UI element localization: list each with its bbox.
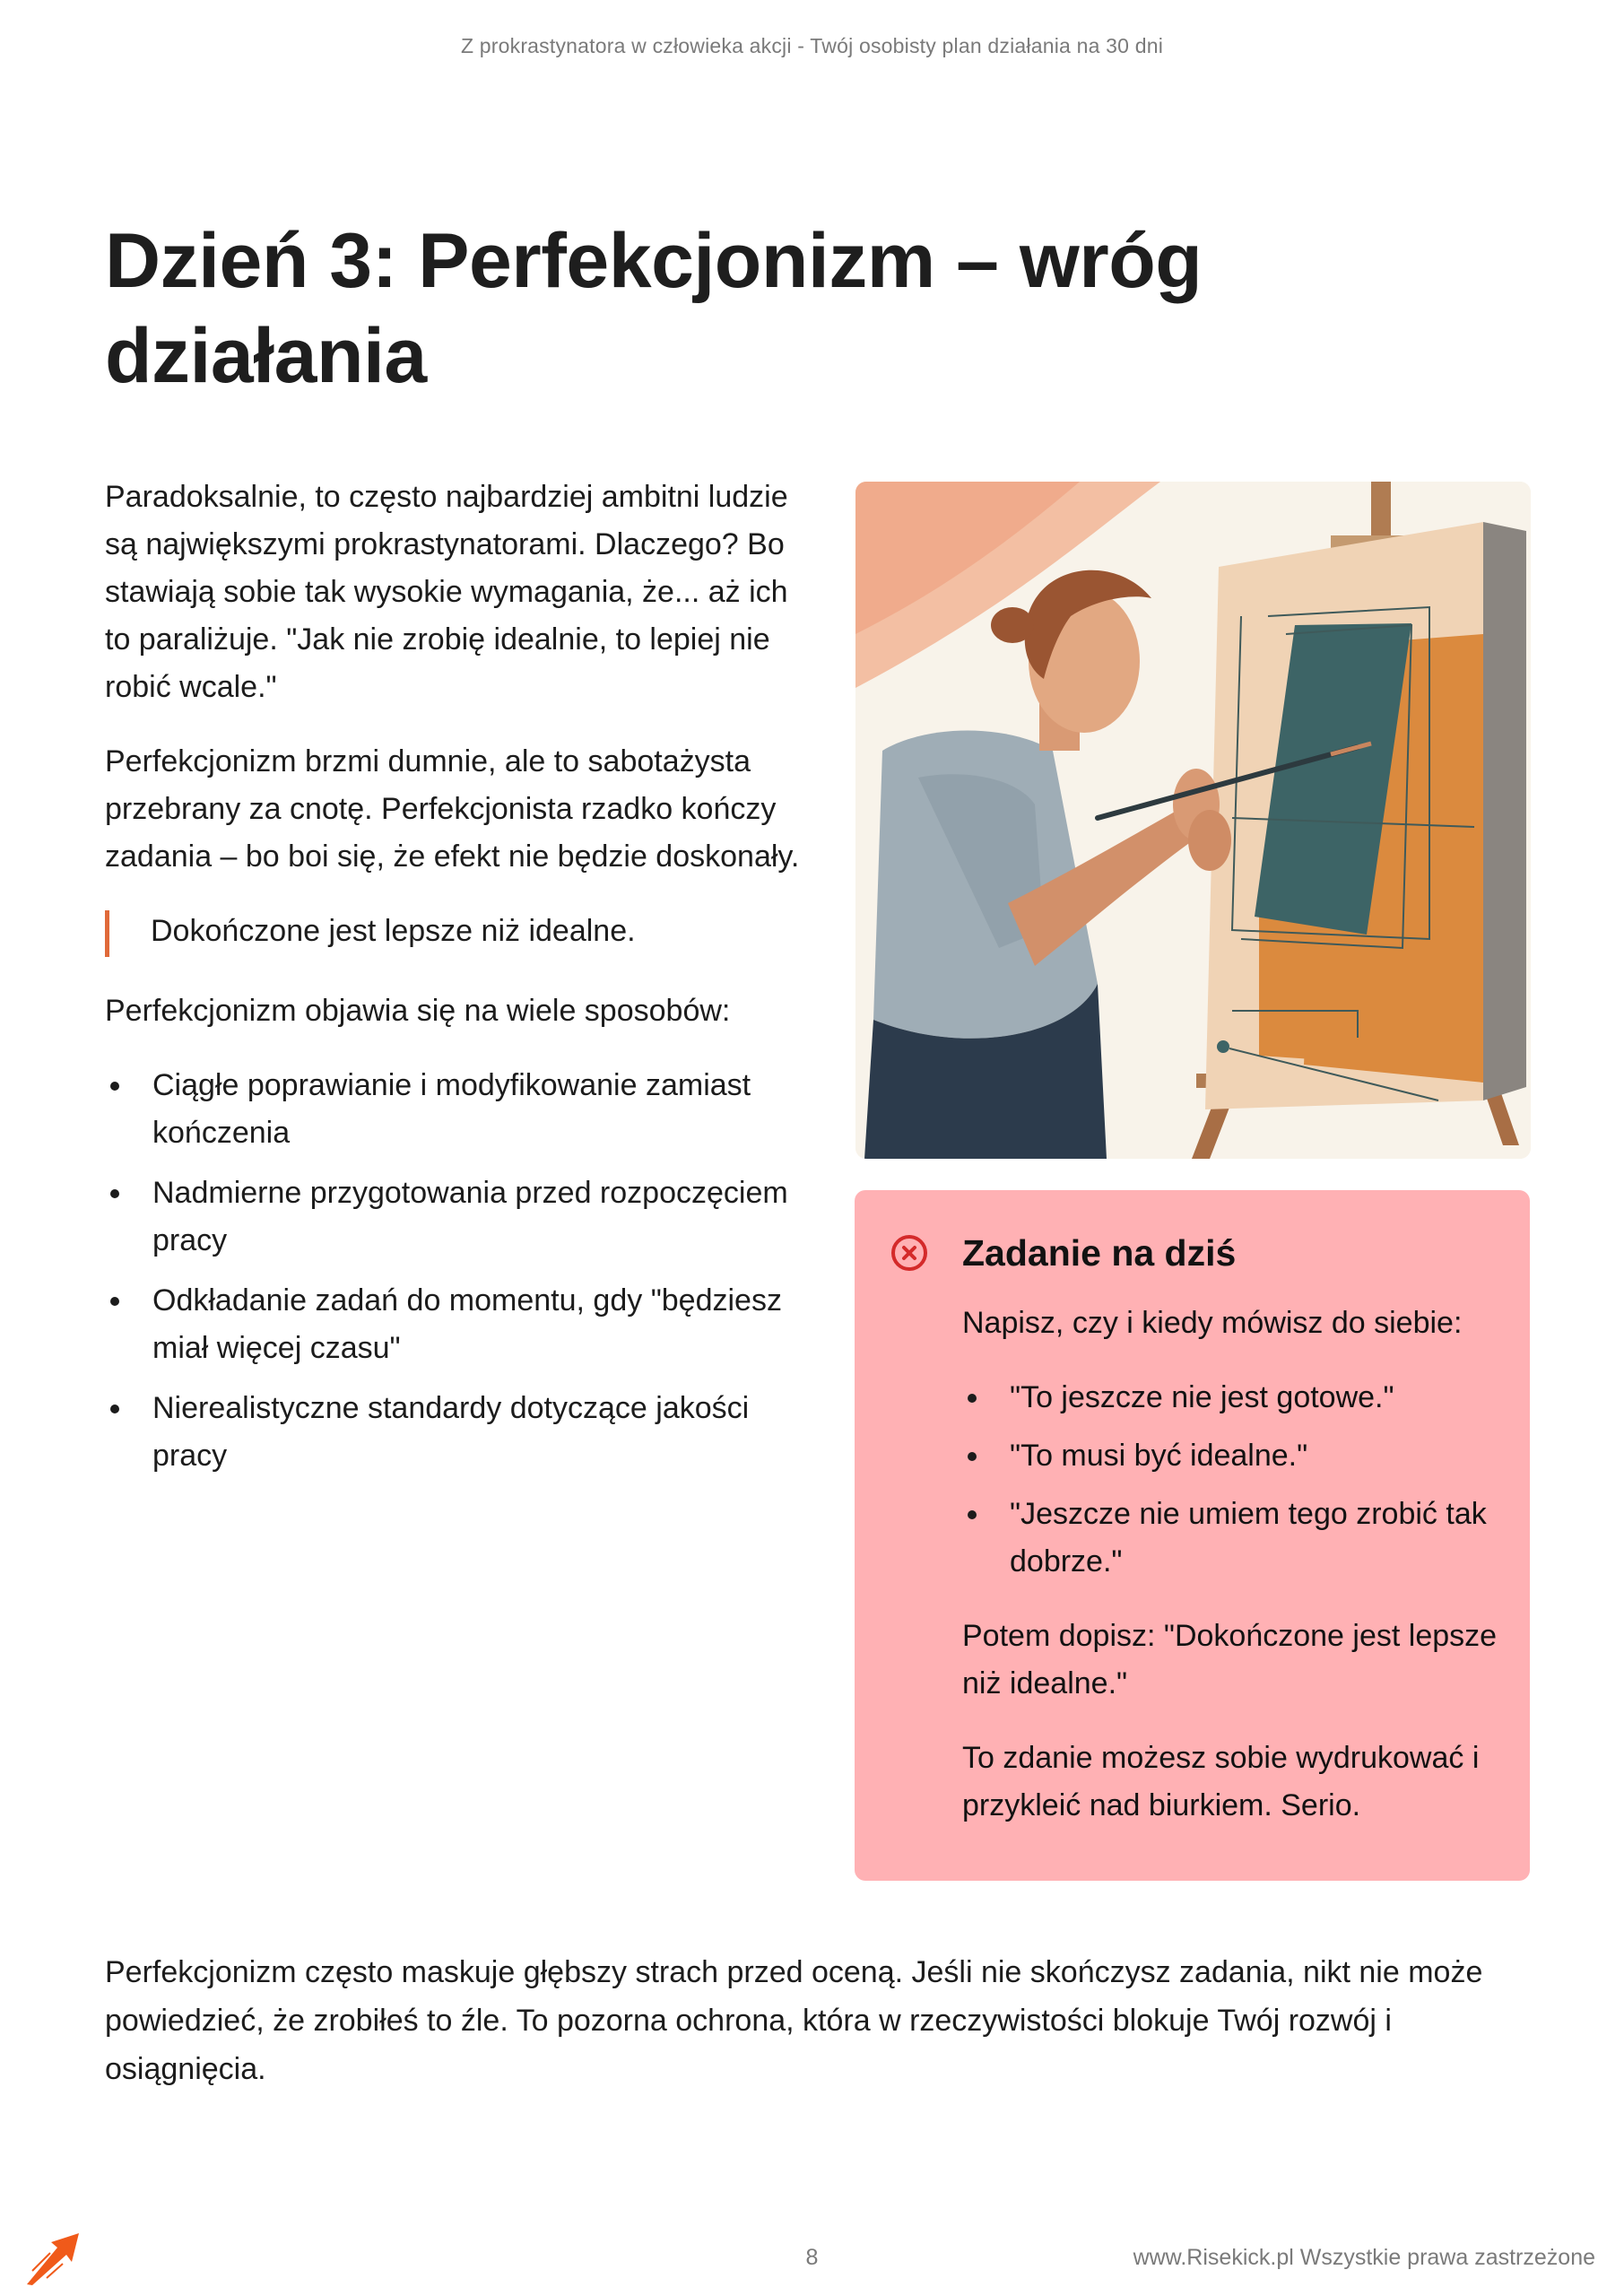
- page-number: 8: [805, 2245, 819, 2270]
- bullet-icon: [968, 1510, 977, 1519]
- list-item: Ciągłe poprawianie i modyfikowanie zamiast kończenia: [105, 1062, 804, 1157]
- bullet-icon: [110, 1082, 119, 1091]
- list-item: "To musi być idealne.": [962, 1432, 1509, 1480]
- list-intro: Perfekcjonizm objawia się na wiele sposobów:: [105, 994, 731, 1028]
- list-item: Nadmierne przygotowania przed rozpoczęciem pracy: [105, 1170, 804, 1265]
- quote-accent-bar: [105, 910, 109, 957]
- perfectionism-paragraph: Perfekcjonizm brzmi dumnie, ale to sabotażysta przebrany za cnotę. Perfekcjonista rzadko kończy zadania – bo boi się, że efekt nie będzie doskonały.: [105, 744, 800, 874]
- list-item: "To jeszcze nie jest gotowe.": [962, 1374, 1509, 1422]
- task-callout: [855, 1190, 1530, 1881]
- running-header: Z prokrastynatora w człowieka akcji - Twój osobisty plan działania na 30 dni: [460, 34, 1164, 57]
- callout-closing: To zdanie możesz sobie wydrukować i przykleić nad biurkiem. Serio.: [962, 1741, 1480, 1822]
- list-item: "Jeszcze nie umiem tego zrobić tak dobrze.": [962, 1491, 1509, 1586]
- callout-title: Zadanie na dziś: [962, 1232, 1237, 1274]
- bullet-icon: [110, 1189, 119, 1198]
- callout-intro: Napisz, czy i kiedy mówisz do siebie:: [962, 1306, 1463, 1340]
- bullet-icon: [110, 1405, 119, 1413]
- list-item: Nierealistyczne standardy dotyczące jakości pracy: [105, 1385, 804, 1480]
- callout-list: [962, 1374, 1509, 1586]
- list-item: Odkładanie zadań do momentu, gdy "będziesz miał więcej czasu": [105, 1277, 804, 1372]
- main-text-column: [105, 474, 804, 1492]
- bullet-icon: [110, 1297, 119, 1306]
- copyright-text: www.Risekick.pl Wszystkie prawa zastrzeżone: [1133, 2245, 1595, 2270]
- intro-paragraph: Paradoksalnie, to często najbardziej ambitni ludzie są największymi prokrastynatorami. Dlaczego? Bo stawiają sobie tak wysokie wymagania, że... aż ich to paraliżuje. "Jak nie zrobię idealnie, to lepiej nie robić wcale.": [105, 480, 788, 704]
- page-title: Dzień 3: Perfekcjonizm – wróg działania: [105, 218, 1203, 399]
- callout-followup: Potem dopisz: "Dokończone jest lepsze niż idealne.": [962, 1619, 1498, 1700]
- pull-quote: [105, 908, 804, 955]
- closing-paragraph: Perfekcjonizm często maskuje głębszy strach przed oceną. Jeśli nie skończysz zadania, nikt nie może powiedzieć, że zrobiłeś to źle. To pozorna ochrona, która w rzeczywistości blokuje Twój rozwój i osiągnięcia.: [105, 1955, 1483, 2086]
- callout-body: [962, 1300, 1509, 1857]
- close-circle-icon: [890, 1234, 928, 1272]
- symptoms-list: [105, 1062, 804, 1480]
- bullet-icon: [968, 1394, 977, 1403]
- painter-illustration: [855, 482, 1531, 1159]
- quote-text: Dokończone jest lepsze niż idealne.: [151, 914, 636, 948]
- bullet-icon: [968, 1452, 977, 1461]
